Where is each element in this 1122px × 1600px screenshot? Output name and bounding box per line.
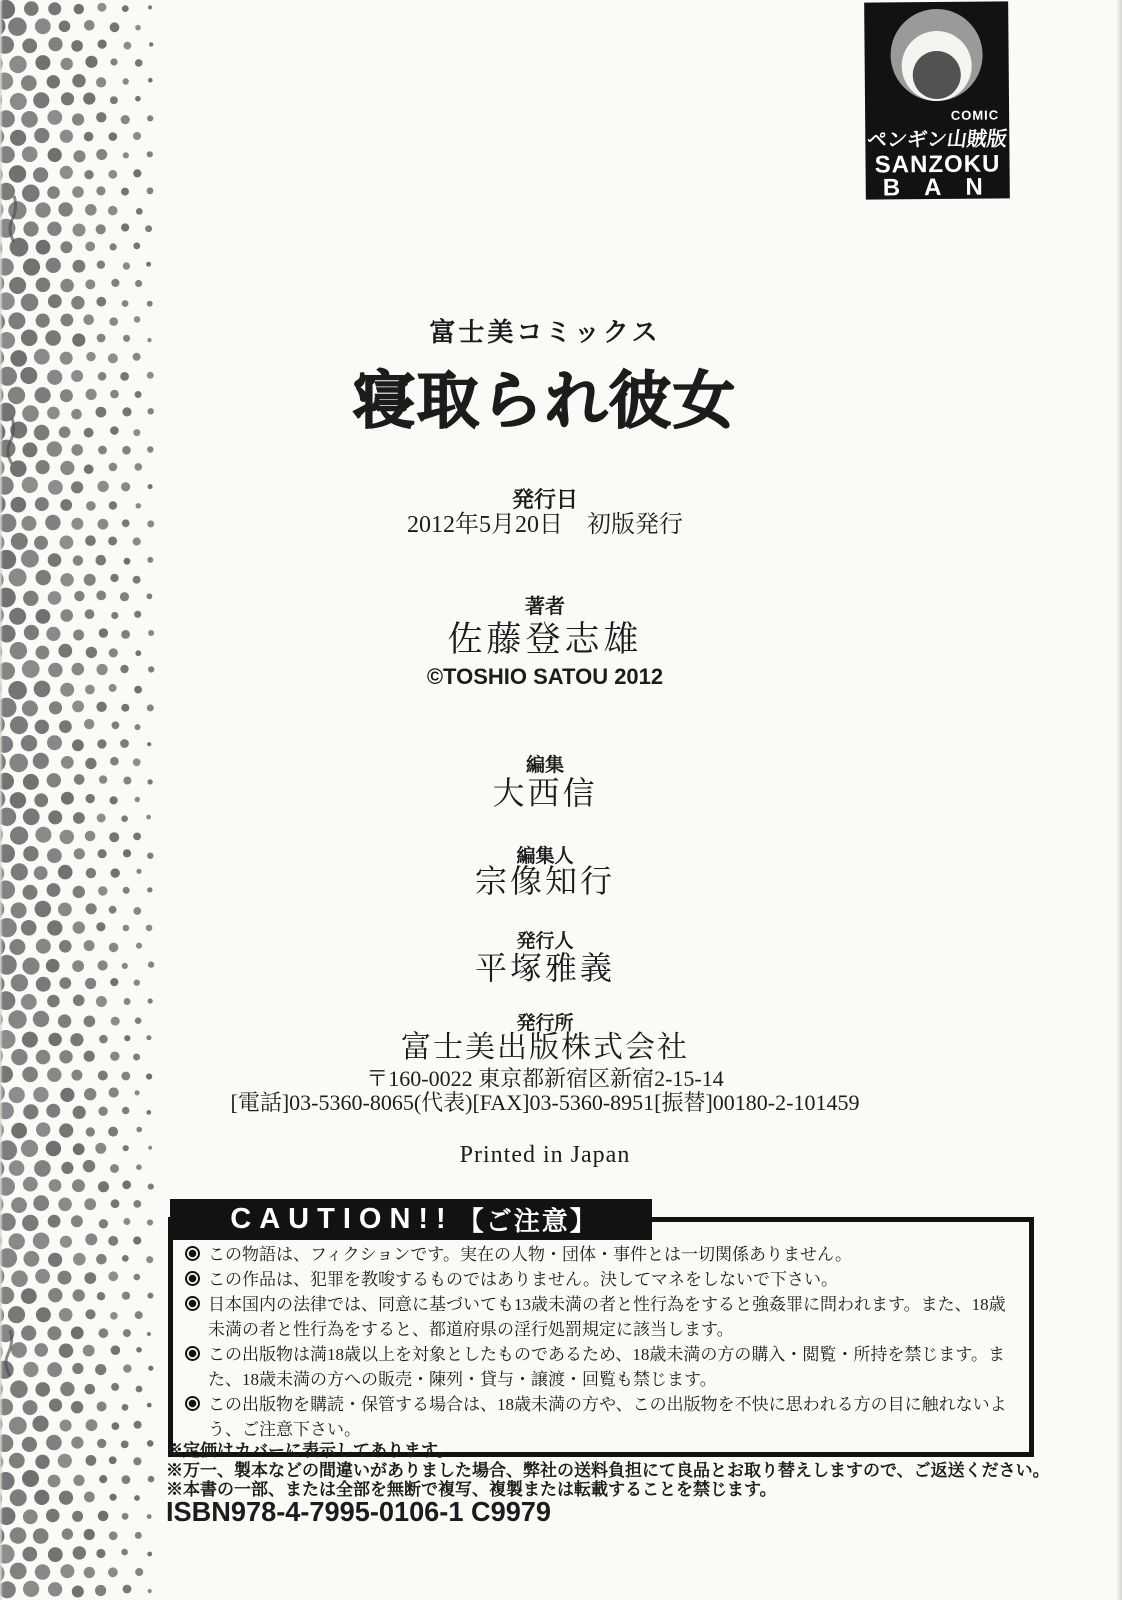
- copyright-line: ©TOSHIO SATOU 2012: [426, 664, 664, 689]
- caution-item-text: 日本国内の法律では、同意に基づいても13歳未満の者と性行為をすると強姦罪に問われます。また、18歳未満の者と性行為をすると、都道府県の淫行処罰規定に該当します。: [208, 1295, 1006, 1339]
- footer-notes: [166, 1441, 1096, 1500]
- caution-item-text: この出版物を購読・保管する場合は、18歳未満の方や、この出版物を不快に思われる方の目に触れないよう、ご注意下さい。: [208, 1395, 1007, 1439]
- publisher-contact: [電話]03-5360-8065(代表)[FAX]03-5360-8951[振替]00180-2-101459: [230, 1090, 860, 1115]
- page-right-edge: [1116, 0, 1122, 1600]
- caution-item-text: この作品は、犯罪を教唆するものではありません。決してマネをしないで下さい。: [208, 1270, 839, 1289]
- logo-inner-circle-icon: [913, 51, 961, 99]
- fisheye-bullet-icon: [185, 1396, 200, 1411]
- fisheye-bullet-icon: [185, 1246, 200, 1261]
- isbn-line: ISBN978-4-7995-0106-1 C9979: [166, 1496, 552, 1527]
- caution-heading-jp: 【ご注意】: [457, 1207, 598, 1236]
- fisheye-bullet-icon: [185, 1296, 200, 1311]
- caution-box: [168, 1217, 1034, 1457]
- issue-date-label: 発行日: [511, 487, 578, 512]
- caution-heading-en: CAUTION!!: [230, 1203, 454, 1235]
- publisher-name: 富士美出版株式会社: [401, 1031, 689, 1064]
- caution-item: [185, 1342, 1015, 1392]
- author-name: 佐藤登志雄: [447, 620, 643, 659]
- printed-in-line: Printed in Japan: [459, 1142, 631, 1168]
- footer-note: ※本書の一部、または全部を無断で複写、複製または転載することを禁じます。: [166, 1480, 777, 1499]
- author-label: 著者: [525, 596, 565, 618]
- editor-name: 大西信: [492, 775, 598, 811]
- caution-item: [185, 1267, 1015, 1292]
- publisher-logo: [864, 1, 1010, 202]
- issue-date-value: 2012年5月20日 初版発行: [407, 512, 683, 538]
- logo-ban-text: BAN: [882, 173, 1007, 202]
- logo-sanzoku-text: SANZOKU: [874, 150, 1001, 179]
- caution-item: [185, 1242, 1015, 1267]
- fisheye-bullet-icon: [185, 1346, 200, 1361]
- caution-header-bar: [170, 1199, 652, 1240]
- publisher-label: 発行所: [516, 1013, 574, 1034]
- footer-note: ※定価はカバーに表示してあります。: [166, 1441, 454, 1460]
- chief-editor-name: 宗像知行: [474, 863, 615, 899]
- editor-label: 編集: [525, 755, 564, 776]
- logo-comic-label: COMIC: [950, 107, 1000, 123]
- book-title: 寝取られ彼女: [352, 367, 737, 436]
- fisheye-bullet-icon: [185, 1271, 200, 1286]
- footer-note: ※万一、製本などの間違いがありました場合、弊社の送料負担にて良品とお取り替えしますので、ご返送ください。: [166, 1460, 1050, 1480]
- caution-item: [185, 1392, 1015, 1442]
- series-label: 富士美コミックス: [429, 317, 661, 347]
- logo-brand-text: ペンギン山賊版: [865, 128, 1009, 152]
- caution-item-text: この出版物は満18歳以上を対象としたものであるため、18歳未満の方の購入・閲覧・所持を禁じます。また、18歳未満の方への販売・陳列・貸与・譲渡・回覧も禁じます。: [208, 1345, 1005, 1389]
- publisher-person-name: 平塚雅義: [474, 950, 615, 986]
- publisher-person-label: 発行人: [516, 931, 574, 952]
- caution-item: [185, 1292, 1015, 1342]
- caution-item-text: この物語は、フィクションです。実在の人物・団体・事件とは一切関係ありません。: [208, 1245, 852, 1264]
- chief-editor-label: 編集人: [516, 846, 574, 867]
- publisher-address: 〒160-0022 東京都新宿区新宿2-15-14: [366, 1066, 724, 1091]
